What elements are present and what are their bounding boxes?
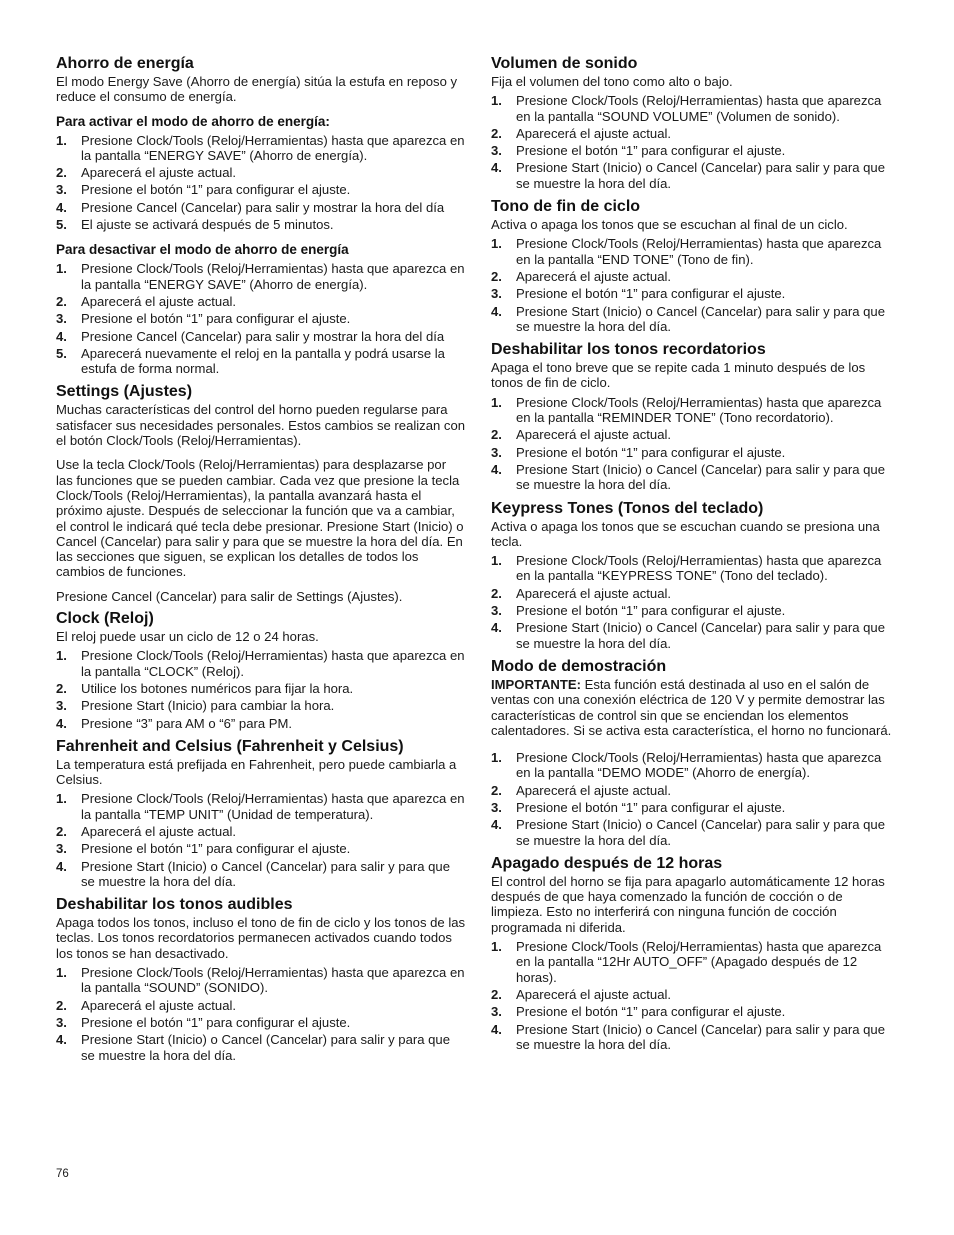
list-item: 4. Presione Start (Inicio) o Cancel (Cancelar) para salir y para que se muestre la hora del día. [491,461,885,493]
list-sound-off [56,965,466,1063]
heading-demo-mode: Modo de demostración [491,657,667,675]
section-volume [491,54,896,191]
end-tone-intro: Activa o apaga los tonos que se escuchan al final de un ciclo. [491,217,848,233]
heading-volume: Volumen de sonido [491,55,638,72]
settings-paragraph-3: Presione Cancel (Cancelar) para salir de Settings (Ajustes). [56,588,403,604]
list-item: 2. Aparecerá el ajuste actual. [491,125,672,141]
list-item: 1. Presione Clock/Tools (Reloj/Herramientas) hasta que aparezca en la pantalla “ENERGY SAVE” (Ahorro de energía). [56,132,465,163]
list-item: 3. Presione el botón “1” para configurar el ajuste. [491,799,786,815]
list-item: 3. Presione el botón “1” para configurar el ajuste. [491,444,786,460]
section-sound-off [56,895,466,1063]
section-temp-unit [56,737,466,889]
list-item: 4. Presione Cancel (Cancelar) para salir y mostrar la hora del día [56,328,445,344]
list-activate-energy-save [56,133,466,233]
heading-deactivate-energy-save: Para desactivar el modo de ahorro de energía [56,242,349,258]
list-item: 4. Presione Start (Inicio) o Cancel (Cancelar) para salir y para que se muestre la hora del día. [491,1021,885,1052]
heading-temp-unit: Fahrenheit and Celsius (Fahrenheit y Celsius) [56,737,404,755]
list-item: 2. Aparecerá el ajuste actual. [56,293,237,309]
heading-keypress-tones: Keypress Tones (Tonos del teclado) [491,499,764,517]
list-item: 2. Aparecerá el ajuste actual. [491,782,672,798]
heading-settings: Settings (Ajustes) [56,383,193,401]
list-item: 5. Aparecerá nuevamente el reloj en la pantalla y podrá usarse la estufa de forma normal. [56,345,445,377]
list-item: 3. Presione el botón “1” para configurar el ajuste. [56,182,351,198]
list-item: 4. Presione Start (Inicio) o Cancel (Cancelar) para salir y para que se muestre la hora del día. [491,303,885,334]
list-item: 4. Presione Start (Inicio) o Cancel (Cancelar) para salir y para que se muestre la hora del día. [491,817,885,848]
auto-off-intro: El control del horno se fija para apagarlo automáticamente 12 horas después de que haya comenzado la función de cocción o de limpieza. Esto no interferirá con ninguna función de cocción programada ni diferida. [491,873,885,935]
list-item: 1. Presione Clock/Tools (Reloj/Herramientas) hasta que aparezca en la pantalla “SOUND” (SONIDO). [56,965,465,996]
energy-save-intro: El modo Energy Save (Ahorro de energía) sitúa la estufa en reposo y reduce el consumo de energía. [56,74,458,105]
list-item: 3. Presione el botón “1” para configurar el ajuste. [491,1004,786,1020]
list-item: 1. Presione Clock/Tools (Reloj/Herramientas) hasta que aparezca en la pantalla “END TONE” (Tono de fin). [491,236,882,267]
volume-intro: Fija el volumen del tono como alto o bajo. [491,74,733,89]
section-auto-off [491,854,896,1052]
heading-energy-save: Ahorro de energía [56,55,194,72]
keypress-tones-intro: Activa o apaga los tonos que se escuchan cuando se presiona una tecla. [491,518,880,549]
list-auto-off [491,939,896,1052]
heading-auto-off: Apagado después de 12 horas [491,854,723,872]
left-column [56,54,466,1069]
list-item: 2. Aparecerá el ajuste actual. [56,997,237,1013]
list-item: 3. Presione el botón “1” para configurar el ajuste. [56,311,351,327]
section-demo-mode [491,657,896,848]
section-energy-save [56,54,466,376]
list-item: 3. Presione el botón “1” para configurar el ajuste. [56,1014,351,1030]
heading-reminder-tone: Deshabilitar los tonos recordatorios [491,341,766,359]
list-item: 4. Presione “3” para AM o “6” para PM. [56,715,293,731]
section-end-tone [491,197,896,334]
list-temp-unit [56,791,466,889]
list-item: 3. Presione Start (Inicio) para cambiar la hora. [56,698,335,714]
section-settings [56,382,466,604]
page-number: 76 [56,1168,69,1180]
important-label: IMPORTANTE: [491,676,581,692]
list-item: 2. Aparecerá el ajuste actual. [56,165,237,181]
list-item: 1. Presione Clock/Tools (Reloj/Herramientas) hasta que aparezca en la pantalla “DEMO MODE” (Ahorro de energía). [491,750,882,781]
sound-off-intro: Apaga todos los tonos, incluso el tono de fin de ciclo y los tonos de las teclas. Los tonos recordatorios permanecen activados cuando todos los tonos se han desactivado. [56,915,466,961]
temp-unit-intro: La temperatura está prefijada en Fahrenheit, pero puede cambiarla a Celsius. [56,756,457,788]
reminder-tone-intro: Apaga el tono breve que se repite cada 1 minuto después de los tonos de fin de ciclo. [491,360,866,391]
list-volume [491,93,896,191]
heading-end-tone: Tono de fin de ciclo [491,198,641,216]
list-keypress-tones [491,553,896,651]
list-item: 2. Aparecerá el ajuste actual. [56,823,237,839]
list-item: 1. Presione Clock/Tools (Reloj/Herramientas) hasta que aparezca en la pantalla “12Hr AUTO_OFF” (Apagado después de 12 horas). [491,939,882,985]
list-item: 1. Presione Clock/Tools (Reloj/Herramientas) hasta que aparezca en la pantalla “ENERGY SAVE” (Ahorro de energía). [56,261,465,292]
list-item: 1. Presione Clock/Tools (Reloj/Herramientas) hasta que aparezca en la pantalla “TEMP UNIT” (Unidad de temperatura). [56,791,465,822]
list-end-tone [491,236,896,334]
list-item: 2. Aparecerá el ajuste actual. [491,427,672,443]
heading-clock: Clock (Reloj) [56,610,154,628]
section-clock [56,609,466,731]
list-item: 2. Aparecerá el ajuste actual. [491,585,672,601]
list-item: 3. Presione el botón “1” para configurar el ajuste. [56,841,351,857]
list-clock [56,648,466,730]
demo-mode-intro: IMPORTANTE: Esta función está destinada al uso en el salón de ventas con una conexión eléctrica de 120 V y permite demostrar las características de control sin que se enciendan los elementos calentadores. Si se activa esta característica, el horno no funcionará. [491,676,892,738]
list-item: 4. Presione Start (Inicio) o Cancel (Cancelar) para salir y para que se muestre la hora del día. [56,1032,450,1063]
list-item: 1. Presione Clock/Tools (Reloj/Herramientas) hasta que aparezca en la pantalla “REMINDER TONE” (Tono recordatorio). [491,394,882,426]
list-item: 5. El ajuste se activará después de 5 minutos. [56,217,334,233]
list-item: 3. Presione el botón “1” para configurar el ajuste. [491,286,786,302]
list-item: 3. Presione el botón “1” para configurar el ajuste. [491,143,786,159]
list-item: 4. Presione Start (Inicio) o Cancel (Cancelar) para salir y para que se muestre la hora del día. [56,858,450,889]
list-item: 4. Presione Cancel (Cancelar) para salir y mostrar la hora del día [56,199,445,215]
list-item: 4. Presione Start (Inicio) o Cancel (Cancelar) para salir y para que se muestre la hora del día. [491,160,885,191]
list-item: 2. Utilice los botones numéricos para fijar la hora. [56,680,354,696]
right-column [491,54,896,1058]
heading-activate-energy-save: Para activar el modo de ahorro de energía: [56,113,330,129]
settings-paragraph-1: Muchas características del control del horno pueden regularse para satisfacer sus necesidades personales. Estos cambios se realizan con el botón Clock/Tools (Reloj/Herramientas). [56,402,466,449]
list-reminder-tone [491,395,896,493]
list-item: 2. Aparecerá el ajuste actual. [491,986,672,1002]
list-item: 1. Presione Clock/Tools (Reloj/Herramientas) hasta que aparezca en la pantalla “KEYPRESS TONE” (Tono del teclado). [491,553,882,584]
heading-sound-off: Deshabilitar los tonos audibles [56,896,293,914]
list-item: 4. Presione Start (Inicio) o Cancel (Cancelar) para salir y para que se muestre la hora del día. [491,620,885,651]
list-item: 3. Presione el botón “1” para configurar el ajuste. [491,603,786,619]
clock-intro: El reloj puede usar un ciclo de 12 o 24 horas. [56,629,319,645]
section-reminder-tone [491,340,896,492]
settings-paragraph-2: Use la tecla Clock/Tools (Reloj/Herramientas) para desplazarse por las funciones que se pueden cambiar. Cada vez que presione la tecla Clock/Tools (Reloj/Herramientas), la pantalla avanzará hasta el próximo ajuste. Después de seleccionar la función que va a cambiar, el control le indicará qué tecla debe presionar. Presione Start (Inicio) o Cancel (Cancelar) para salir y para que se muestre la hora del día. En las secciones que siguen, se explican los detalles de todos los cambios de funciones. [56,457,464,580]
list-deactivate-energy-save [56,261,466,376]
list-item: 1. Presione Clock/Tools (Reloj/Herramientas) hasta que aparezca en la pantalla “SOUND VOLUME” (Volumen de sonido). [491,93,882,124]
list-demo-mode [491,750,896,848]
section-keypress-tones [491,499,896,651]
list-item: 2. Aparecerá el ajuste actual. [491,268,672,284]
list-item: 1. Presione Clock/Tools (Reloj/Herramientas) hasta que aparezca en la pantalla “CLOCK” (Reloj). [56,648,465,679]
